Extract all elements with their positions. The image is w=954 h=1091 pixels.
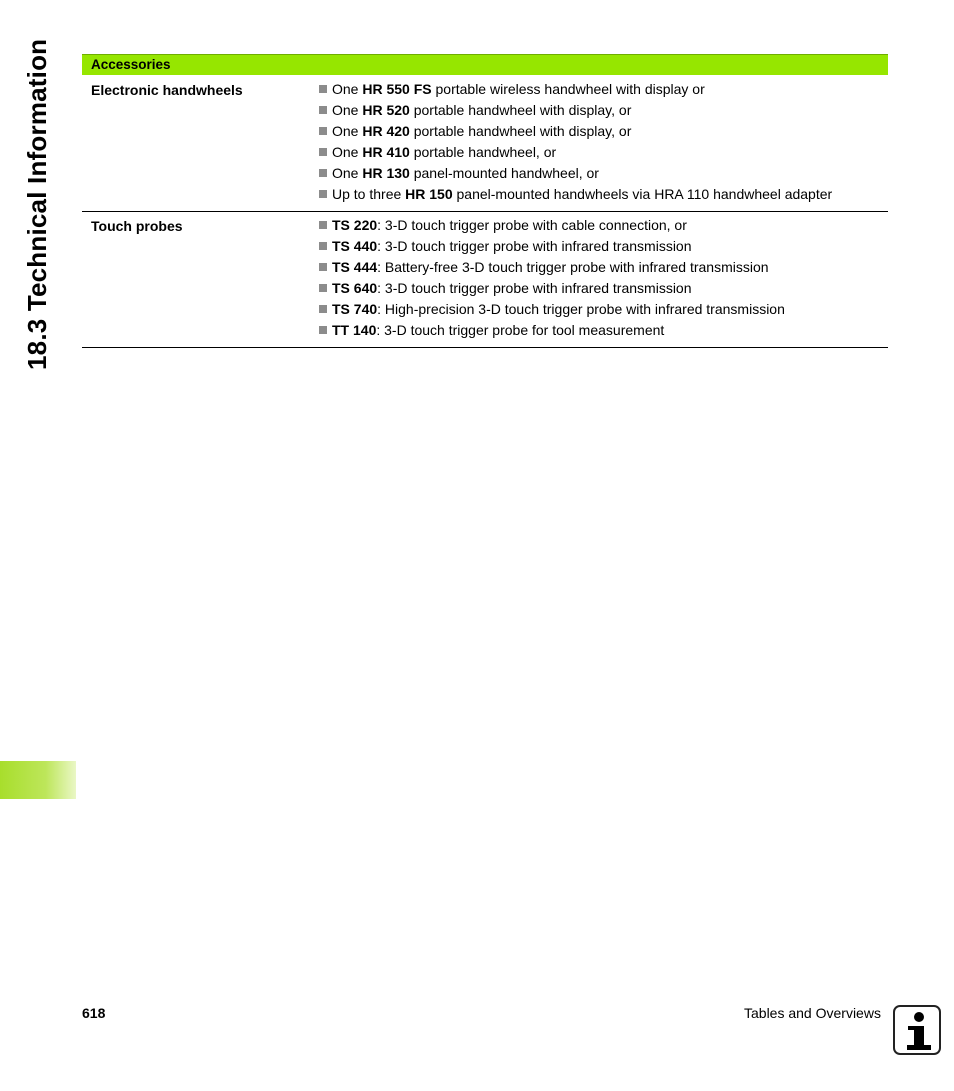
item-model: TS 444	[332, 259, 378, 275]
square-bullet-icon	[319, 85, 327, 93]
item-desc: : 3-D touch trigger probe with infrared transmission	[377, 238, 692, 254]
item-model: HR 550 FS	[362, 81, 432, 97]
item-desc: panel-mounted handwheels via HRA 110 handwheel adapter	[452, 186, 833, 202]
footer-chapter-title: Tables and Overviews	[744, 1005, 881, 1021]
page-number: 618	[82, 1005, 106, 1021]
item-desc: : 3-D touch trigger probe with cable connection, or	[377, 217, 687, 233]
item-desc: : 3-D touch trigger probe for tool measurement	[376, 322, 665, 338]
table-header	[82, 54, 888, 75]
section-title-text: 18.3 Technical Information	[22, 38, 52, 370]
item-pre: One	[332, 165, 363, 181]
item-desc: panel-mounted handwheel, or	[409, 165, 599, 181]
item-model: HR 410	[362, 144, 410, 160]
item-desc: : 3-D touch trigger probe with infrared transmission	[377, 280, 692, 296]
info-icon-base	[907, 1045, 931, 1050]
list-item	[319, 184, 888, 205]
list-item	[319, 299, 888, 320]
item-pre: One	[332, 123, 363, 139]
item-desc: : Battery-free 3-D touch trigger probe with infrared transmission	[377, 259, 769, 275]
square-bullet-icon	[319, 221, 327, 229]
item-model: TT 140	[332, 322, 377, 338]
square-bullet-icon	[319, 148, 327, 156]
item-pre: One	[332, 144, 363, 160]
square-bullet-icon	[319, 305, 327, 313]
square-bullet-icon	[319, 190, 327, 198]
item-model: TS 740	[332, 301, 378, 317]
item-model: HR 130	[362, 165, 410, 181]
list-item	[319, 121, 888, 142]
item-model: TS 440	[332, 238, 378, 254]
list-item	[319, 278, 888, 299]
row-label: Touch probes	[91, 218, 183, 234]
list-item	[319, 79, 888, 100]
list-item	[319, 215, 888, 236]
item-desc: portable wireless handwheel with display or	[431, 81, 705, 97]
item-desc: portable handwheel, or	[409, 144, 557, 160]
item-model: HR 150	[405, 186, 453, 202]
item-model: HR 520	[362, 102, 410, 118]
row-items	[319, 215, 888, 341]
item-pre: Up to three	[332, 186, 406, 202]
square-bullet-icon	[319, 169, 327, 177]
list-item	[319, 236, 888, 257]
list-item	[319, 320, 888, 341]
square-bullet-icon	[319, 263, 327, 271]
item-desc: : High-precision 3-D touch trigger probe with infrared transmission	[377, 301, 785, 317]
item-desc: portable handwheel with display, or	[409, 102, 632, 118]
item-pre: One	[332, 81, 363, 97]
item-model: TS 640	[332, 280, 378, 296]
table-row-touch-probes	[82, 212, 888, 348]
table-row-electronic-handwheels	[82, 75, 888, 212]
row-label: Electronic handwheels	[91, 82, 243, 98]
list-item	[319, 257, 888, 278]
square-bullet-icon	[319, 127, 327, 135]
section-title-vertical	[22, 38, 62, 382]
item-model: TS 220	[332, 217, 378, 233]
info-icon-dot	[914, 1012, 924, 1022]
square-bullet-icon	[319, 242, 327, 250]
info-icon-stem	[914, 1026, 924, 1047]
list-item	[319, 100, 888, 121]
list-item	[319, 163, 888, 184]
list-item	[319, 142, 888, 163]
row-items	[319, 79, 888, 205]
table-header-label: Accessories	[91, 57, 171, 72]
square-bullet-icon	[319, 284, 327, 292]
square-bullet-icon	[319, 106, 327, 114]
info-icon	[893, 1005, 941, 1055]
item-desc: portable handwheel with display, or	[409, 123, 632, 139]
accessories-table	[82, 54, 888, 348]
item-model: HR 420	[362, 123, 410, 139]
item-pre: One	[332, 102, 363, 118]
chapter-tab-marker	[0, 761, 76, 799]
square-bullet-icon	[319, 326, 327, 334]
